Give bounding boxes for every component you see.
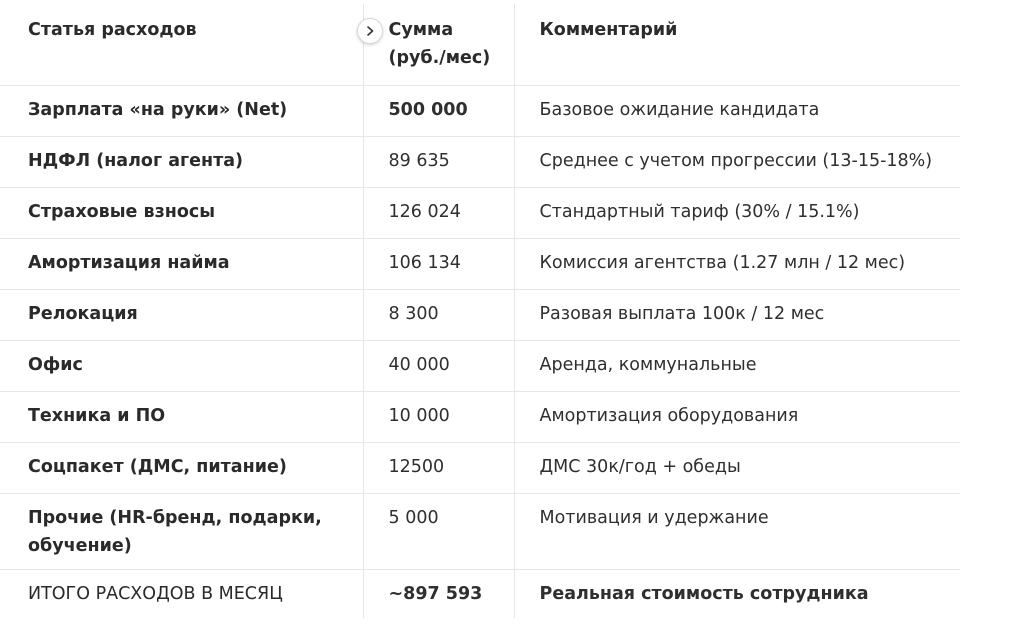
row-comment: Среднее с учетом прогрессии (13-15-18%) — [539, 150, 933, 171]
expenses-table — [0, 4, 960, 618]
table-row — [0, 391, 960, 442]
total-amount: ~897 593 — [363, 569, 514, 618]
row-amount: 500 000 — [363, 85, 514, 136]
table-row — [0, 85, 960, 136]
row-item — [0, 493, 363, 569]
expenses-table-container — [0, 4, 960, 618]
row-item-line1: Прочие (HR-бренд, подарки, — [28, 507, 322, 528]
table-row — [0, 442, 960, 493]
table-row — [0, 493, 960, 569]
header-amount — [363, 4, 514, 85]
table-row — [0, 340, 960, 391]
row-item: Зарплата «на руки» (Net) — [28, 99, 288, 120]
chevron-right-icon — [364, 25, 376, 37]
row-comment: Базовое ожидание кандидата — [539, 99, 820, 120]
total-item: ИТОГО РАСХОДОВ В МЕСЯЦ — [28, 583, 283, 604]
row-item: Соцпакет (ДМС, питание) — [28, 456, 287, 477]
scroll-right-button[interactable] — [357, 18, 383, 44]
row-amount: 8 300 — [363, 289, 514, 340]
total-row — [0, 569, 960, 618]
table-header-row — [0, 4, 960, 85]
row-amount: 126 024 — [363, 187, 514, 238]
row-item: Офис — [28, 354, 83, 375]
header-item: Статья расходов — [28, 20, 197, 40]
row-item: Техника и ПО — [28, 405, 166, 426]
row-item: НДФЛ (налог агента) — [28, 150, 244, 171]
row-amount: 5 000 — [363, 493, 514, 569]
total-comment: Реальная стоимость сотрудника — [539, 583, 869, 604]
row-item: Релокация — [28, 303, 138, 324]
table-row — [0, 187, 960, 238]
row-comment: Стандартный тариф (30% / 15.1%) — [539, 201, 860, 222]
row-comment: ДМС 30к/год + обеды — [539, 456, 741, 477]
row-item-line2: обучение) — [28, 535, 132, 556]
row-amount: 89 635 — [363, 136, 514, 187]
table-row — [0, 289, 960, 340]
header-amount-line2: (руб./мес) — [388, 48, 491, 68]
table-row — [0, 136, 960, 187]
row-comment: Аренда, коммунальные — [539, 354, 757, 375]
row-item: Амортизация найма — [28, 252, 230, 273]
row-comment: Мотивация и удержание — [539, 507, 769, 528]
row-comment: Комиссия агентства (1.27 млн / 12 мес) — [539, 252, 906, 273]
row-item: Страховые взносы — [28, 201, 216, 222]
row-amount: 12500 — [363, 442, 514, 493]
table-row — [0, 238, 960, 289]
row-amount: 40 000 — [363, 340, 514, 391]
header-comment: Комментарий — [539, 20, 678, 40]
row-comment: Разовая выплата 100к / 12 мес — [539, 303, 825, 324]
row-amount: 106 134 — [363, 238, 514, 289]
row-amount: 10 000 — [363, 391, 514, 442]
row-comment: Амортизация оборудования — [539, 405, 799, 426]
header-amount-line1: Сумма — [388, 20, 454, 40]
